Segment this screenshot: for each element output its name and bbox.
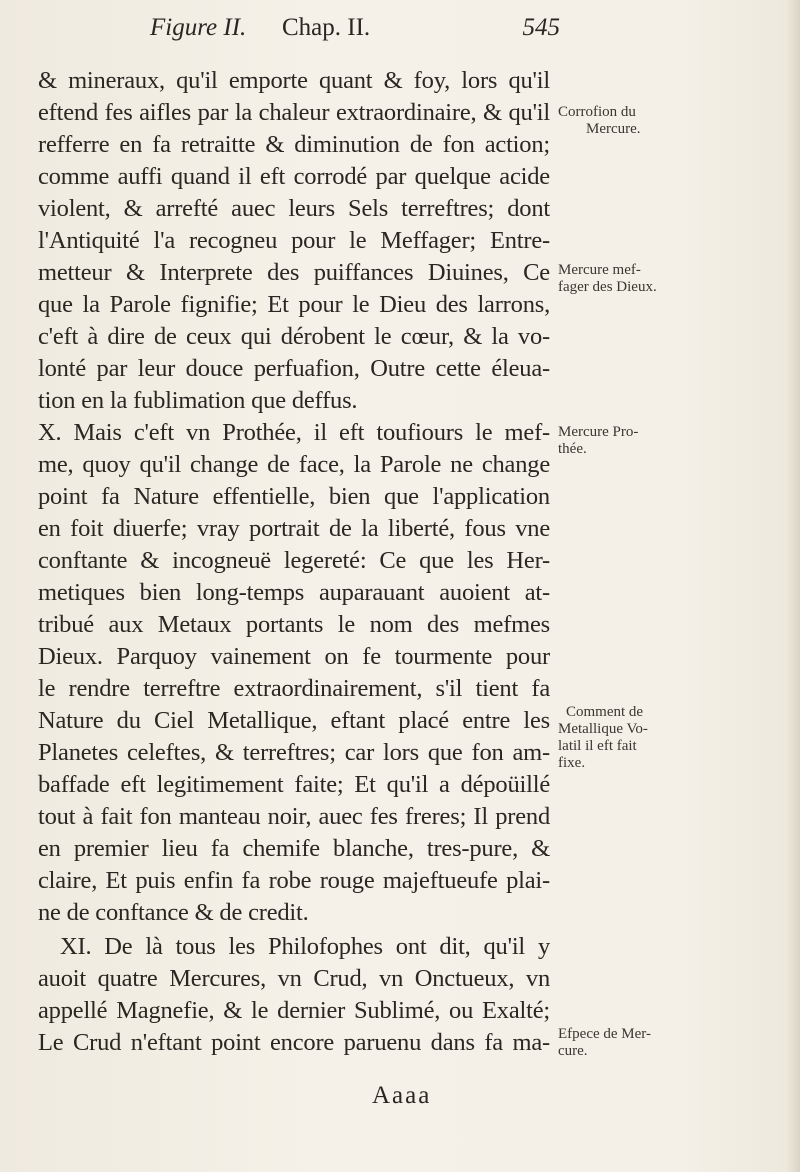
margin-note-line: Mercure Pro-: [558, 424, 639, 440]
text-line: que la Parole fignifie; Et pour le Dieu des larrons,: [38, 291, 550, 318]
margin-note-line: latil il eft fait: [558, 738, 637, 754]
page-number: 545: [522, 14, 560, 41]
text-line: claire, Et puis enfin fa robe rouge majeftueufe plai-: [38, 867, 550, 894]
text-line: Dieux. Parquoy vainement on fe tourmente pour: [38, 643, 550, 670]
page-edge: [786, 0, 800, 1172]
header-chapter: Chap. II.: [282, 14, 371, 41]
margin-note-line: Metallique Vo-: [558, 721, 648, 737]
text-line: tion en la fublimation que deffus.: [38, 387, 358, 414]
text-line: comme auffi quand il eft corrodé par quelque acide: [38, 163, 550, 190]
text-line: point fa Nature effentielle, bien que l'application: [38, 483, 550, 510]
text-line: en premier lieu fa chemife blanche, tres-pure, &: [38, 835, 550, 862]
margin-note-line: Mercure.: [586, 121, 641, 137]
text-line: & mineraux, qu'il emporte quant & foy, lors qu'il: [38, 67, 550, 94]
margin-note-line: Mercure mef-: [558, 262, 641, 278]
text-line: X. Mais c'eft vn Prothée, il eft toufiours le mef-: [38, 419, 550, 446]
signature-mark: Aaaa: [372, 1082, 432, 1109]
text-line: refferre en fa retraitte & diminution de fon action;: [38, 131, 550, 158]
text-line: conftante & incogneuë legereté: Ce que les Her-: [38, 547, 550, 574]
text-line: XI. De là tous les Philofophes ont dit, qu'il y: [60, 933, 550, 960]
text-line: Nature du Ciel Metallique, eftant placé entre les: [38, 707, 550, 734]
text-line: tout à fait fon manteau noir, auec fes freres; Il prend: [38, 803, 550, 830]
text-line: Le Crud n'eftant point encore paruenu dans fa ma-: [38, 1029, 550, 1056]
text-line: tribué aux Metaux portants le nom des mefmes: [38, 611, 550, 638]
margin-note-line: cure.: [558, 1043, 588, 1059]
margin-note-line: thée.: [558, 441, 587, 457]
text-line: me, quoy qu'il change de face, la Parole ne change: [38, 451, 550, 478]
text-line: c'eft à dire de ceux qui dérobent le cœur, & la vo-: [38, 323, 550, 350]
margin-note-line: Corrofion du: [558, 104, 636, 120]
text-line: lonté par leur douce perfuafion, Outre cette éleua-: [38, 355, 550, 382]
text-line: metiques bien long-temps auparauant auoient at-: [38, 579, 550, 606]
text-line: eftend fes aifles par la chaleur extraordinaire, & qu'il: [38, 99, 550, 126]
text-line: auoit quatre Mercures, vn Crud, vn Onctueux, vn: [38, 965, 550, 992]
margin-note-proteus: [558, 424, 738, 458]
text-line: Planetes celeftes, & terreftres; car lors que fon am-: [38, 739, 550, 766]
text-line: baffade eft legitimement faite; Et qu'il a dépoüillé: [38, 771, 550, 798]
margin-note-line: Comment de: [566, 704, 644, 720]
margin-note-line: fager des Dieux.: [558, 279, 657, 295]
margin-note-line: fixe.: [558, 755, 586, 771]
text-line: violent, & arrefté auec leurs Sels terreftres; dont: [38, 195, 550, 222]
text-line: ne de conftance & de credit.: [38, 899, 309, 926]
text-line: l'Antiquité l'a recogneu pour le Meffager; Entre-: [38, 227, 550, 254]
text-line: metteur & Interprete des puiffances Diuines, Ce: [38, 259, 550, 286]
margin-note-volatile: [558, 704, 738, 772]
margin-note-corrosion: [558, 104, 738, 138]
margin-note-messenger: [558, 262, 738, 296]
margin-note-line: Efpece de Mer-: [558, 1026, 651, 1042]
text-line: le rendre terreftre extraordinairement, s'il tient fa: [38, 675, 550, 702]
margin-note-species: [558, 1026, 738, 1060]
header-figure: Figure II.: [150, 14, 247, 41]
text-line: appellé Magnefie, & le dernier Sublimé, ou Exalté;: [38, 997, 550, 1024]
text-line: en foit diuerfe; vray portrait de la liberté, fous vne: [38, 515, 550, 542]
